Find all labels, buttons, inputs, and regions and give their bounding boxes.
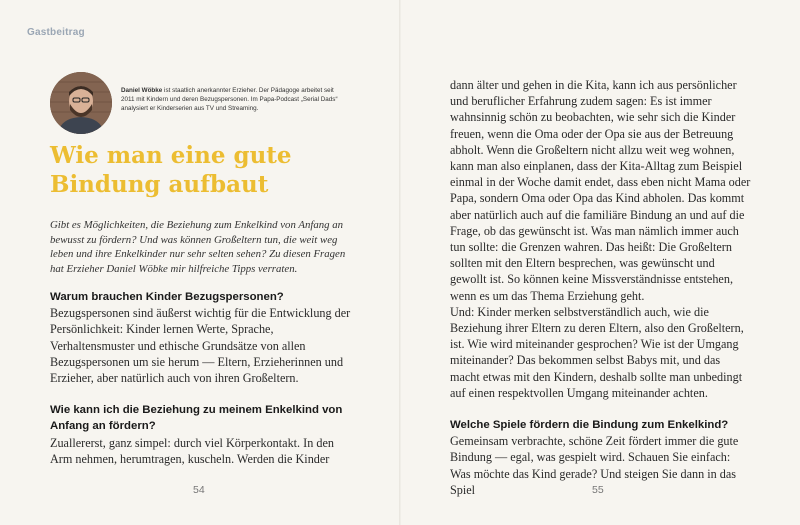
page-number-left: 54	[193, 484, 205, 496]
paragraph-1: dann älter und gehen in die Kita, kann ich aus persönlicher und beruflicher Erfahrung zudem sagen: Es ist immer wahnsinnig schön zu beobachten, wie sehr sich die Kinder freuen, wenn die Oma oder der Opa sie aus der Betreuung abholt. Wenn die Großeltern nicht allzu weit weg wohnen, kann man also einplanen, dass der Kita-Alltag zum Beispiel einmal in der Woche damit endet, dass eben nicht Mama oder Papa, sondern Oma oder Opa das Kind abholen. Das kommt aber natürlich auch auf die familiäre Bindung an und auf die Frage, ob das gewünscht ist. Was man nämlich immer auch tun sollte: die Grenzen wahren. Das heißt: Die Großeltern sollten mit den Eltern besprechen, was gewünscht und gewollt ist. So können keine Missverständnisse entstehen, wenn es um das Thema Erziehung geht.	[450, 78, 751, 303]
answer-1: Bezugspersonen sind äußerst wichtig für die Entwicklung der Persönlichkeit: Kinder lernen Werte, Sprache, Verhaltensmuster und ethische Grundsätze von allen Bezugspersonen um sie herum — Eltern, Erzieherinnen und Erzieher, aber natürlich auch von ihren Großeltern.	[50, 306, 351, 386]
paragraph-2: Und: Kinder merken selbstverständlich auch, wie die Beziehung ihrer Eltern zu deren Eltern, also den Großeltern, ist. Wie wird miteinander gesprochen? Wie ist der Umgang miteinander? Das bekommen selbst Babys mit, und das macht etwas mit den Kindern, deshalb sollte man unbedingt auf einen respektvollen Umgang miteinander achten.	[450, 304, 744, 400]
headline-line-1: Wie man eine gute	[50, 142, 292, 169]
article-intro: Gibt es Möglichkeiten, die Beziehung zum Enkelkind von Anfang an bewusst zu fördern? Und was können Großeltern tun, die weit weg leben und ihre Enkelkinder nur sehr selten sehen? Zu diesen Fragen hat Erzieher Daniel Wöbke mir hilfreiche Tipps verraten.	[50, 219, 346, 275]
author-bio	[121, 86, 346, 113]
author-photo	[50, 72, 112, 134]
question-2: Wie kann ich die Beziehung zu meinem Enkelkind von Anfang an fördern?	[50, 404, 343, 433]
answer-2: Zuallererst, ganz simpel: durch viel Körperkontakt. In den Arm nehmen, herumtragen, kuscheln. Werden die Kinder	[50, 435, 334, 466]
author-name: Daniel Wöbke	[121, 87, 163, 94]
page-number-right: 55	[592, 484, 604, 496]
section-label: Gastbeitrag	[27, 27, 85, 38]
article-headline	[50, 141, 370, 199]
left-column	[50, 289, 352, 467]
author-bio-text: ist staatlich anerkannter Erzieher. Der Pädagoge arbeitet seit 2011 mit Kindern und deren Bezugspersonen. Im Papa-Podcast „Serial Dads“ analysiert er Kinderserien aus TV und Streaming.	[121, 87, 338, 112]
question-1: Warum brauchen Kinder Bezugspersonen?	[50, 291, 284, 303]
answer-3: Gemeinsam verbrachte, schöne Zeit fördert immer die gute Bindung — egal, was gespielt wird. Schauen Sie einfach: Was möchte das Kind gerade? Und steigen Sie dann in das Spiel	[450, 434, 739, 497]
question-3: Welche Spiele fördern die Bindung zum Enkelkind?	[450, 419, 729, 432]
headline-line-2: Bindung aufbaut	[50, 171, 269, 198]
right-column	[450, 77, 752, 498]
page-spine	[399, 0, 401, 525]
